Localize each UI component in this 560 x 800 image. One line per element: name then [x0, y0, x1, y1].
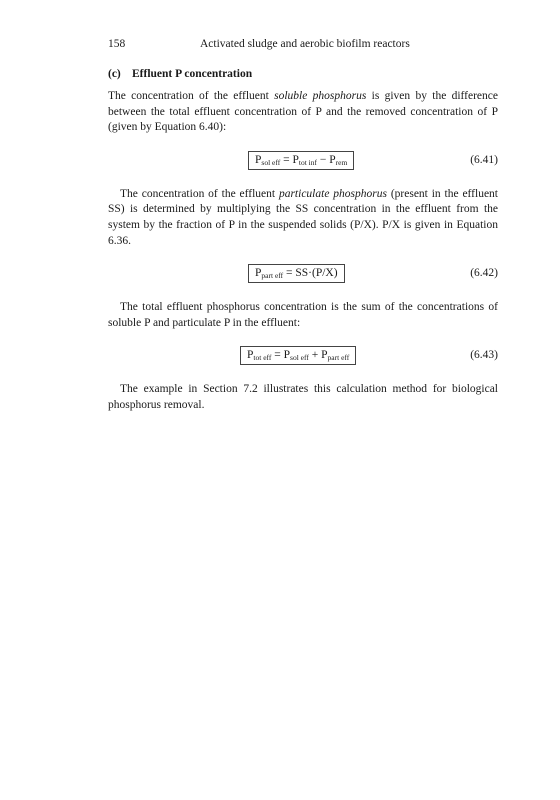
equation-box: [240, 346, 356, 365]
equation-number: (6.41): [470, 153, 498, 166]
eq1-lhs-sub: sol eff: [261, 157, 281, 167]
running-head: [108, 38, 498, 54]
eq3-op1: =: [271, 349, 284, 362]
para1-italic-term: soluble phosphorus: [274, 90, 367, 102]
page-number: 158: [108, 38, 126, 50]
equation-6-43: [108, 341, 498, 371]
page: [108, 38, 498, 414]
paragraph-example-reference: The example in Section 7.2 illustrates this calculation method for biological phosphorus removal.: [108, 383, 498, 411]
eq1-term2-sub: rem: [335, 157, 348, 167]
eq1-term2: P: [329, 153, 336, 166]
eq1-lhs: P: [255, 153, 262, 166]
equation-6-41: [108, 146, 498, 176]
eq3-term1-sub: sol eff: [290, 353, 309, 363]
eq2-lhs: P: [255, 267, 262, 280]
paragraph-particulate-phosphorus: [108, 187, 498, 249]
para1-text-a: The concentration of the effluent: [108, 90, 275, 102]
para2-italic-term: particulate phosphorus: [278, 187, 387, 200]
eq1-term1: P: [292, 153, 299, 166]
eq3-lhs: P: [247, 349, 254, 362]
section-label: (c): [108, 68, 121, 80]
equation-6-42: [108, 259, 498, 289]
eq2-lhs-sub: part eff: [261, 271, 284, 281]
eq3-term2: P: [321, 349, 328, 362]
eq1-term1-sub: tot inf: [298, 157, 318, 167]
equation-box: [248, 264, 345, 283]
equation-box: [248, 151, 354, 170]
para1-text-b: is given by the difference between the total effluent concentration of P and the removed concentration of P (given by Equation 6.40):: [108, 90, 498, 134]
para2-text-b: (present in the effluent SS) is determined by multiplying the SS concentration in the effluent from the system by the fraction of P in the suspended solids (P/X). P/X is given in Equation 6.36.: [108, 187, 499, 247]
para2-text-a: The concentration of the effluent: [120, 187, 279, 200]
eq1-op2: −: [317, 153, 330, 166]
equation-number: (6.42): [470, 267, 498, 280]
section-title: Effluent P concentration: [132, 68, 253, 80]
eq3-term1: P: [283, 349, 291, 362]
eq3-term2-sub: part eff: [327, 353, 350, 363]
paragraph-soluble-phosphorus: [108, 89, 498, 136]
eq3-op2: +: [308, 349, 322, 362]
eq3-lhs-sub: tot eff: [253, 353, 272, 363]
running-title: Activated sludge and aerobic biofilm reactors: [200, 38, 410, 50]
eq2-rhs: = SS·(P/X): [283, 267, 338, 280]
section-heading: [108, 68, 498, 80]
paragraph-total-phosphorus: The total effluent phosphorus concentration is the sum of the concentrations of soluble P and particulate P in the effluent:: [108, 301, 498, 329]
equation-number: (6.43): [470, 349, 498, 362]
eq1-op1: =: [280, 153, 293, 166]
